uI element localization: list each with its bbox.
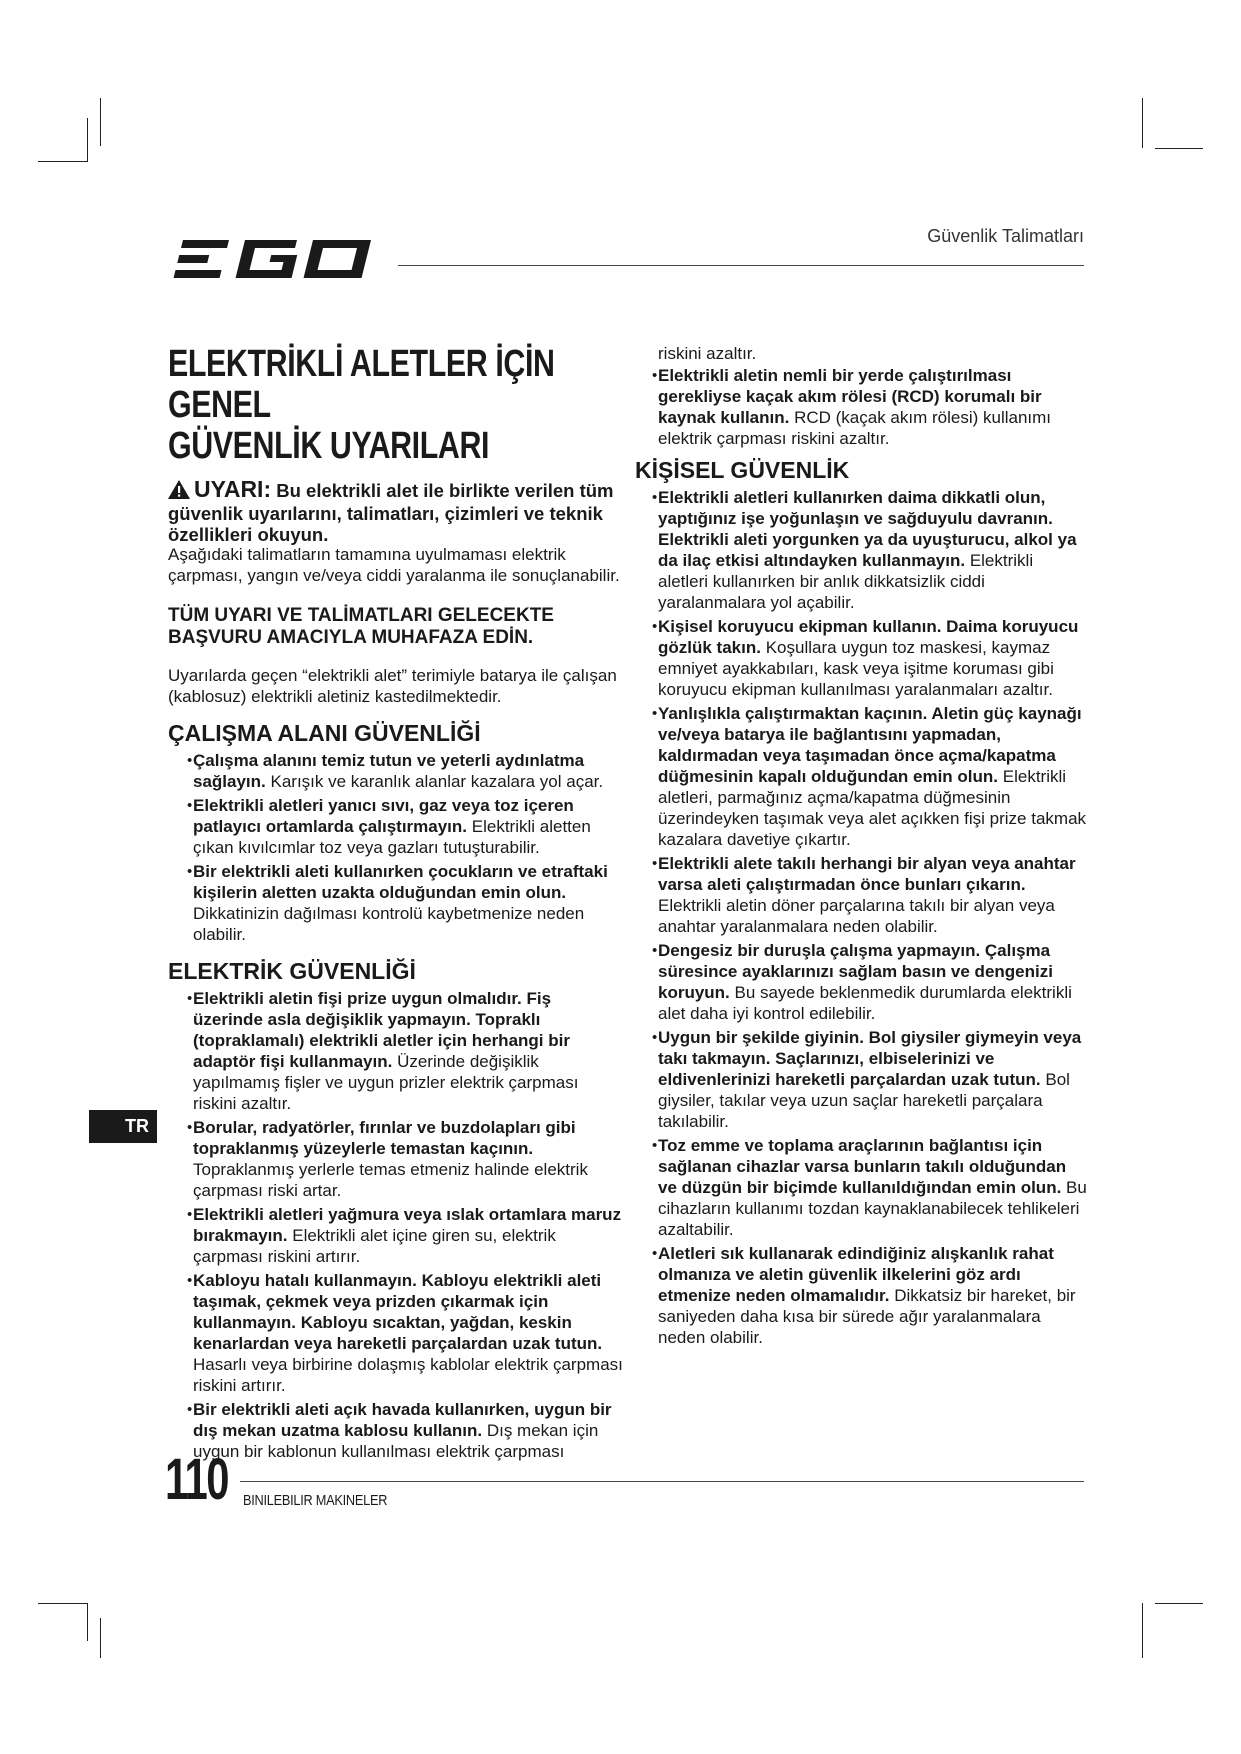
item-bold: Kabloyu hatalı kullanmayın. Kabloyu elektrikli aleti taşımak, çekmek veya prizden çıkarmak için kullanmayın. Kabloyu sıcaktan, yağdan, keskin kenarlardan veya hareketli parçalardan uzak tutun.	[193, 1271, 603, 1353]
item-bold: Elektrikli aletin nemli bir yerde çalıştırılması gerekliyse kaçak akım rölesi (RCD) korumalı bir kaynak kullanın.	[658, 365, 1042, 427]
item-bold: Kişisel koruyucu ekipman kullanın. Daima koruyucu gözlük takın.	[658, 616, 1079, 657]
item-bold: Dengesiz bir duruşla çalışma yapmayın. Çalışma süresince ayaklarınızı sağlam basın ve dengenizi koruyun.	[658, 940, 1053, 1002]
item-text: Hasarlı veya birbirine dolaşmış kablolar elektrik çarpması riskini artırır.	[193, 1355, 623, 1395]
item-text: Üzerinde değişiklik yapılmamış fişler ve uygun prizler elektrik çarpması riskini azaltır.	[193, 1052, 579, 1113]
list-item	[193, 1270, 623, 1396]
list-item	[658, 487, 1087, 613]
list-item	[193, 1117, 623, 1201]
list-item	[193, 1399, 623, 1462]
item-text: Karışık ve karanlık alanlar kazalara yol açar.	[270, 772, 604, 791]
crop-mark	[1155, 1603, 1203, 1604]
continued-text: riskini azaltır.	[658, 344, 757, 363]
list-item	[658, 703, 1087, 850]
item-bold: Bir elektrikli aleti kullanırken çocukların ve etraftaki kişilerin aletten uzakta olduğundan emin olun.	[193, 862, 608, 902]
product-name: BINILEBILIR MAKINELER	[243, 1492, 388, 1509]
list-item	[193, 1204, 623, 1267]
item-bold: Uygun bir şekilde giyinin. Bol giysiler giymeyin veya takı takmayın. Saçlarınızı, elbiselerinizi ve eldivenlerinizi hareketli parçalardan uzak tutun.	[658, 1027, 1082, 1089]
item-bold: Aletleri sık kullanarak edindiğiniz alışkanlık rahat olmanıza ve aletin güvenlik ilkelerini göz ardı etmenize neden olmamalıdır.	[658, 1243, 1054, 1305]
list-item	[193, 988, 623, 1114]
list-item	[193, 861, 623, 945]
work-area-list	[168, 750, 623, 945]
electrical-safety-list	[168, 988, 623, 1462]
item-bold: Elektrikli aletin fişi prize uygun olmalıdır. Fiş üzerinde asla değişiklik yapmayın. Topraklı (topraklamalı) elektrikli aletler için herhangi bir adaptör fişi kullanmayın.	[193, 989, 570, 1071]
item-bold: Çalışma alanını temiz tutun ve yeterli aydınlatma sağlayın.	[193, 751, 585, 791]
item-bold: Elektrikli aletleri kullanırken daima dikkatli olun, yaptığınız işe yoğunlaşın ve sağduyulu davranın. Elektrikli aleti yorgunken ya da uyuşturucu, alkol ya da ilaç etkisi altındayken kullanmayın.	[658, 487, 1077, 570]
warning-bold-text: Bu elektrikli alet ile birlikte verilen tüm güvenlik uyarılarını, talimatları, çizimleri ve teknik özellikleri okuyun.	[168, 480, 614, 545]
item-bold: Toz emme ve toplama araçlarının bağlantısı için sağlanan cihazlar varsa bunların takılı olduğundan ve düzgün bir biçimde kullanıldığından emin olun.	[658, 1135, 1067, 1197]
item-text: Elektrikli aletin döner parçalarına takılı bir alyan veya anahtar yaralanmalara neden olabilir.	[658, 895, 1055, 936]
item-bold: Yanlışlıkla çalıştırmaktan kaçının. Aletin güç kaynağı ve/veya batarya ile bağlantısını yapmadan, kaldırmadan veya taşımadan önce açma/kapatma düğmesinin kapalı olduğundan emin olun.	[658, 703, 1082, 786]
item-bold: Elektrikli alete takılı herhangi bir alyan veya anahtar varsa aleti çalıştırmadan önce bunları çıkarın.	[658, 853, 1076, 894]
ego-logo	[168, 236, 378, 291]
page-title	[168, 344, 616, 467]
list-item	[658, 853, 1087, 937]
item-text: Dış mekan için uygun bir kablonun kullanılması elektrik çarpması	[193, 1421, 599, 1461]
personal-safety-list	[635, 487, 1087, 1348]
personal-safety-heading: KİŞİSEL GÜVENLİK	[635, 456, 850, 483]
left-column	[168, 344, 623, 1465]
item-text: Bu sayede beklenmedik durumlarda elektrikli alet daha iyi kontrol edilebilir.	[658, 982, 1072, 1023]
title-line-1: ELEKTRİKLİ ALETLER İÇİN GENEL	[168, 343, 555, 426]
language-tab: TR	[89, 1110, 157, 1143]
list-item	[658, 1027, 1087, 1132]
crop-mark	[100, 1618, 101, 1658]
list-item	[193, 750, 623, 792]
list-item	[658, 365, 1087, 449]
item-text: Koşullara uygun toz maskesi, kaymaz emniyet ayakkabıları, kask veya işitme koruması gibi koruyucu ekipman kullanılması yaralanmaları azaltır.	[658, 637, 1054, 699]
warning-text: Aşağıdaki talimatların tamamına uyulmaması elektrik çarpması, yangın ve/veya ciddi yaralanma ile sonuçlanabilir.	[168, 545, 620, 585]
list-item	[658, 616, 1087, 700]
crop-mark	[87, 1603, 88, 1641]
crop-mark	[1155, 148, 1203, 149]
list-item	[658, 1135, 1087, 1240]
item-bold: Borular, radyatörler, fırınlar ve buzdolapları gibi topraklanmış yüzeylerle temastan kaçının.	[193, 1118, 576, 1158]
item-bold: Elektrikli aletleri yanıcı sıvı, gaz veya toz içeren patlayıcı ortamlarda çalıştırmayın.	[193, 796, 574, 836]
item-text: Bu cihazların kullanımı tozdan kaynaklanabilecek tehlikeleri azaltabilir.	[658, 1177, 1087, 1239]
list-item	[658, 940, 1087, 1024]
item-text: Elektrikli aletleri kullanırken bir anlık dikkatsizlik ciddi yaralanmalara yol açabilir.	[658, 550, 1034, 612]
list-item	[193, 795, 623, 858]
section-header-title: Güvenlik Talimatları	[927, 226, 1084, 246]
crop-mark	[1142, 98, 1143, 148]
item-text: Dikkatsiz bir hareket, bir saniyeden daha kısa bir sürede ağır yaralanmalara neden olabilir.	[658, 1285, 1076, 1347]
crop-mark	[38, 161, 88, 162]
warning-heading	[168, 476, 623, 545]
header-divider	[398, 265, 1084, 266]
item-bold: Elektrikli aletleri yağmura veya ıslak ortamlara maruz bırakmayın.	[193, 1205, 622, 1245]
item-text: Elektrikli alet içine giren su, elektrik çarpması riskini artırır.	[193, 1226, 556, 1266]
item-text: RCD (kaçak akım rölesi) kullanımı elektrik çarpması riskini azaltır.	[658, 407, 1052, 448]
item-bold: Bir elektrikli aleti açık havada kullanırken, uygun bir dış mekan uzatma kablosu kullanın.	[193, 1400, 612, 1440]
right-column	[635, 344, 1087, 1351]
keep-instructions-notice: TÜM UYARI VE TALİMATLARI GELECEKTE BAŞVURU AMACIYLA MUHAFAZA EDİN.	[168, 605, 554, 648]
item-text: Dikkatinizin dağılması kontrolü kaybetmenize neden olabilir.	[193, 904, 585, 944]
warning-triangle-icon	[168, 480, 190, 503]
rcd-list	[635, 365, 1087, 449]
electrical-safety-heading: ELEKTRİK GÜVENLİĞİ	[168, 958, 416, 984]
list-item	[658, 1243, 1087, 1348]
crop-mark	[38, 1603, 88, 1604]
warning-label: UYARI:	[194, 476, 272, 502]
item-text: Elektrikli aletleri, parmağınız açma/kapatma düğmesinin üzerindeyken taşımak veya alet açıkken fişi prize takmak kazalara davetiye çıkartır.	[658, 766, 1087, 849]
crop-mark	[100, 98, 101, 146]
item-text: Elektrikli aletten çıkan kıvılcımlar toz veya gazları tutuşturabilir.	[193, 817, 591, 857]
crop-mark	[87, 118, 88, 161]
title-line-2: GÜVENLİK UYARILARI	[168, 425, 490, 467]
page-number: 110	[165, 1447, 229, 1512]
item-text: Topraklanmış yerlerle temas etmeniz halinde elektrik çarpması riski artar.	[193, 1160, 588, 1200]
term-definition: Uyarılarda geçen “elektrikli alet” terimiyle batarya ile çalışan (kablosuz) elektrikli aletiniz kastedilmektedir.	[168, 666, 617, 706]
work-area-heading: ÇALIŞMA ALANI GÜVENLİĞİ	[168, 720, 481, 746]
crop-mark	[1142, 1603, 1143, 1658]
item-text: Bol giysiler, takılar veya uzun saçlar hareketli parçalara takılabilir.	[658, 1069, 1070, 1131]
footer-divider	[240, 1481, 1084, 1482]
